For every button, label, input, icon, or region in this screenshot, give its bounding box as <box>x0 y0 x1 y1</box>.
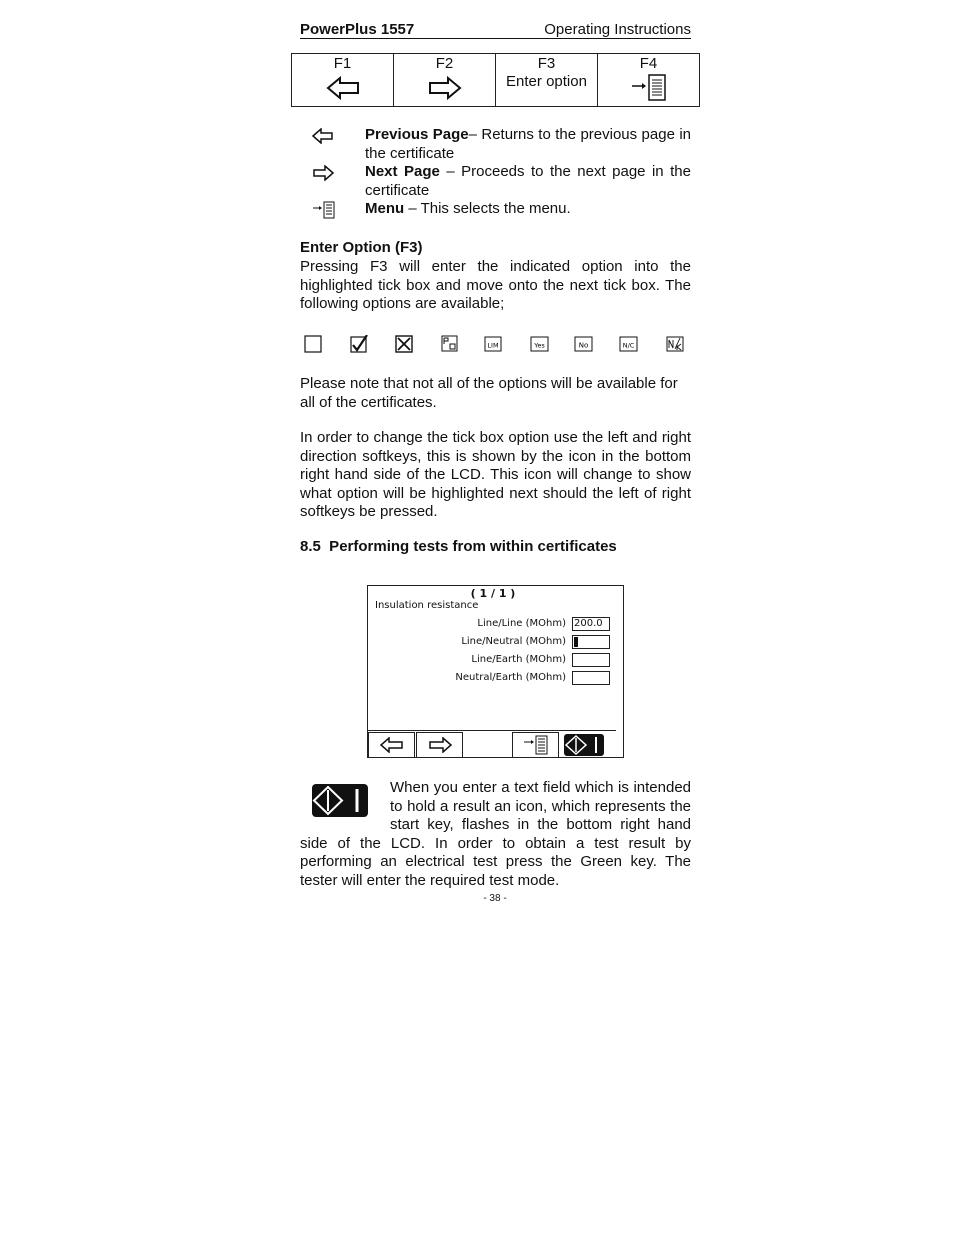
lcd-screen <box>367 585 624 758</box>
lcd-menu-softkey[interactable] <box>512 732 559 758</box>
f3-cell: Enter option <box>496 73 598 107</box>
options-row <box>304 335 684 355</box>
legend-menu-icon <box>312 201 338 224</box>
lcd-cursor <box>574 637 578 647</box>
left-arrow-icon <box>326 76 360 100</box>
float-spacer <box>300 779 390 834</box>
legend-term: Next Page <box>365 163 440 180</box>
svg-text:N/C: N/C <box>622 341 635 350</box>
lcd-line-line-field[interactable]: 200.0 <box>572 617 610 631</box>
legend-left-arrow-icon <box>312 128 338 149</box>
f2-cell <box>394 73 496 107</box>
lcd-row-label: Line/Line (MOhm) <box>477 618 566 629</box>
lcd-line-earth-field[interactable] <box>572 653 610 667</box>
svg-text:Yes: Yes <box>534 341 545 350</box>
lcd-row-label: Line/Neutral (MOhm) <box>461 636 566 647</box>
f3-label: F3 <box>496 54 598 74</box>
menu-icon <box>523 735 549 755</box>
lcd-softkey-bar <box>368 730 616 759</box>
lcd-row-label: Neutral/Earth (MOhm) <box>455 672 566 683</box>
legend-desc: – Returns to the previous page in the certificate <box>365 126 691 162</box>
legend-menu <box>365 200 691 219</box>
tick-box-icon <box>351 335 367 352</box>
lim-box-icon <box>485 337 501 351</box>
cross-box-icon <box>396 336 412 352</box>
no-box-icon <box>575 337 592 351</box>
legend-term: Previous Page <box>365 126 469 143</box>
header-rule <box>300 38 691 39</box>
change-option-paragraph: In order to change the tick box option use the left and right direction softkeys, this is shown by the icon in the bottom right hand side of the LCD. This icon will change to show what option will be highlighted next should the left of right softkeys be pressed. <box>300 429 691 520</box>
svg-text:No: No <box>578 341 589 350</box>
start-key-paragraph: When you enter a text field which is intended to hold a result an icon, which represents the start key, flashes in the bottom right hand side of the LCD. In order to obtain a test result by performing an electrical test press the Green key. The tester will enter the required test mode. <box>300 779 691 889</box>
enter-option-body: Pressing F3 will enter the indicated option into the highlighted tick box and move onto the next tick box. The following options are available; <box>300 258 691 312</box>
right-arrow-icon <box>428 737 452 753</box>
section-title: Operating Instructions <box>544 21 691 38</box>
f2-label: F2 <box>394 54 496 74</box>
legend-right-arrow-icon <box>312 165 338 186</box>
empty-box-icon <box>305 336 321 352</box>
pass-box-icon <box>442 336 457 351</box>
menu-icon <box>630 74 668 102</box>
f1-cell <box>292 73 394 107</box>
svg-text:LIM: LIM <box>487 341 499 350</box>
left-arrow-icon <box>380 737 404 753</box>
nc-box-icon <box>620 337 637 351</box>
lcd-start-softkey[interactable] <box>560 732 607 758</box>
legend-previous-page <box>365 126 691 163</box>
product-title: PowerPlus 1557 <box>300 21 415 38</box>
f4-label: F4 <box>598 54 700 74</box>
f1-label: F1 <box>292 54 394 74</box>
page-number: - 38 - <box>483 893 507 904</box>
legend-desc: – Proceeds to the next page in the certificate <box>365 163 691 199</box>
start-key-icon <box>563 733 605 757</box>
na-box-icon <box>667 337 683 351</box>
lcd-title: Insulation resistance <box>375 600 479 611</box>
right-arrow-icon <box>428 76 462 100</box>
note-paragraph: Please note that not all of the options will be available for all of the certificates. <box>300 375 678 411</box>
legend-next-page <box>365 163 691 200</box>
enter-option-heading: Enter Option (F3) <box>300 239 423 256</box>
lcd-prev-softkey[interactable] <box>368 732 415 758</box>
lcd-row-label: Line/Earth (MOhm) <box>471 654 566 665</box>
lcd-neutral-earth-field[interactable] <box>572 671 610 685</box>
lcd-page-indicator: ( 1 / 1 ) <box>470 587 516 600</box>
legend-desc: – This selects the menu. <box>404 200 571 217</box>
legend-term: Menu <box>365 200 405 217</box>
f4-cell <box>598 73 700 107</box>
lcd-line-neutral-field[interactable] <box>572 635 610 649</box>
section-heading: 8.5 Performing tests from within certificates <box>300 538 617 555</box>
lcd-next-softkey[interactable] <box>416 732 463 758</box>
yes-box-icon <box>531 337 548 351</box>
function-key-table <box>291 53 700 107</box>
